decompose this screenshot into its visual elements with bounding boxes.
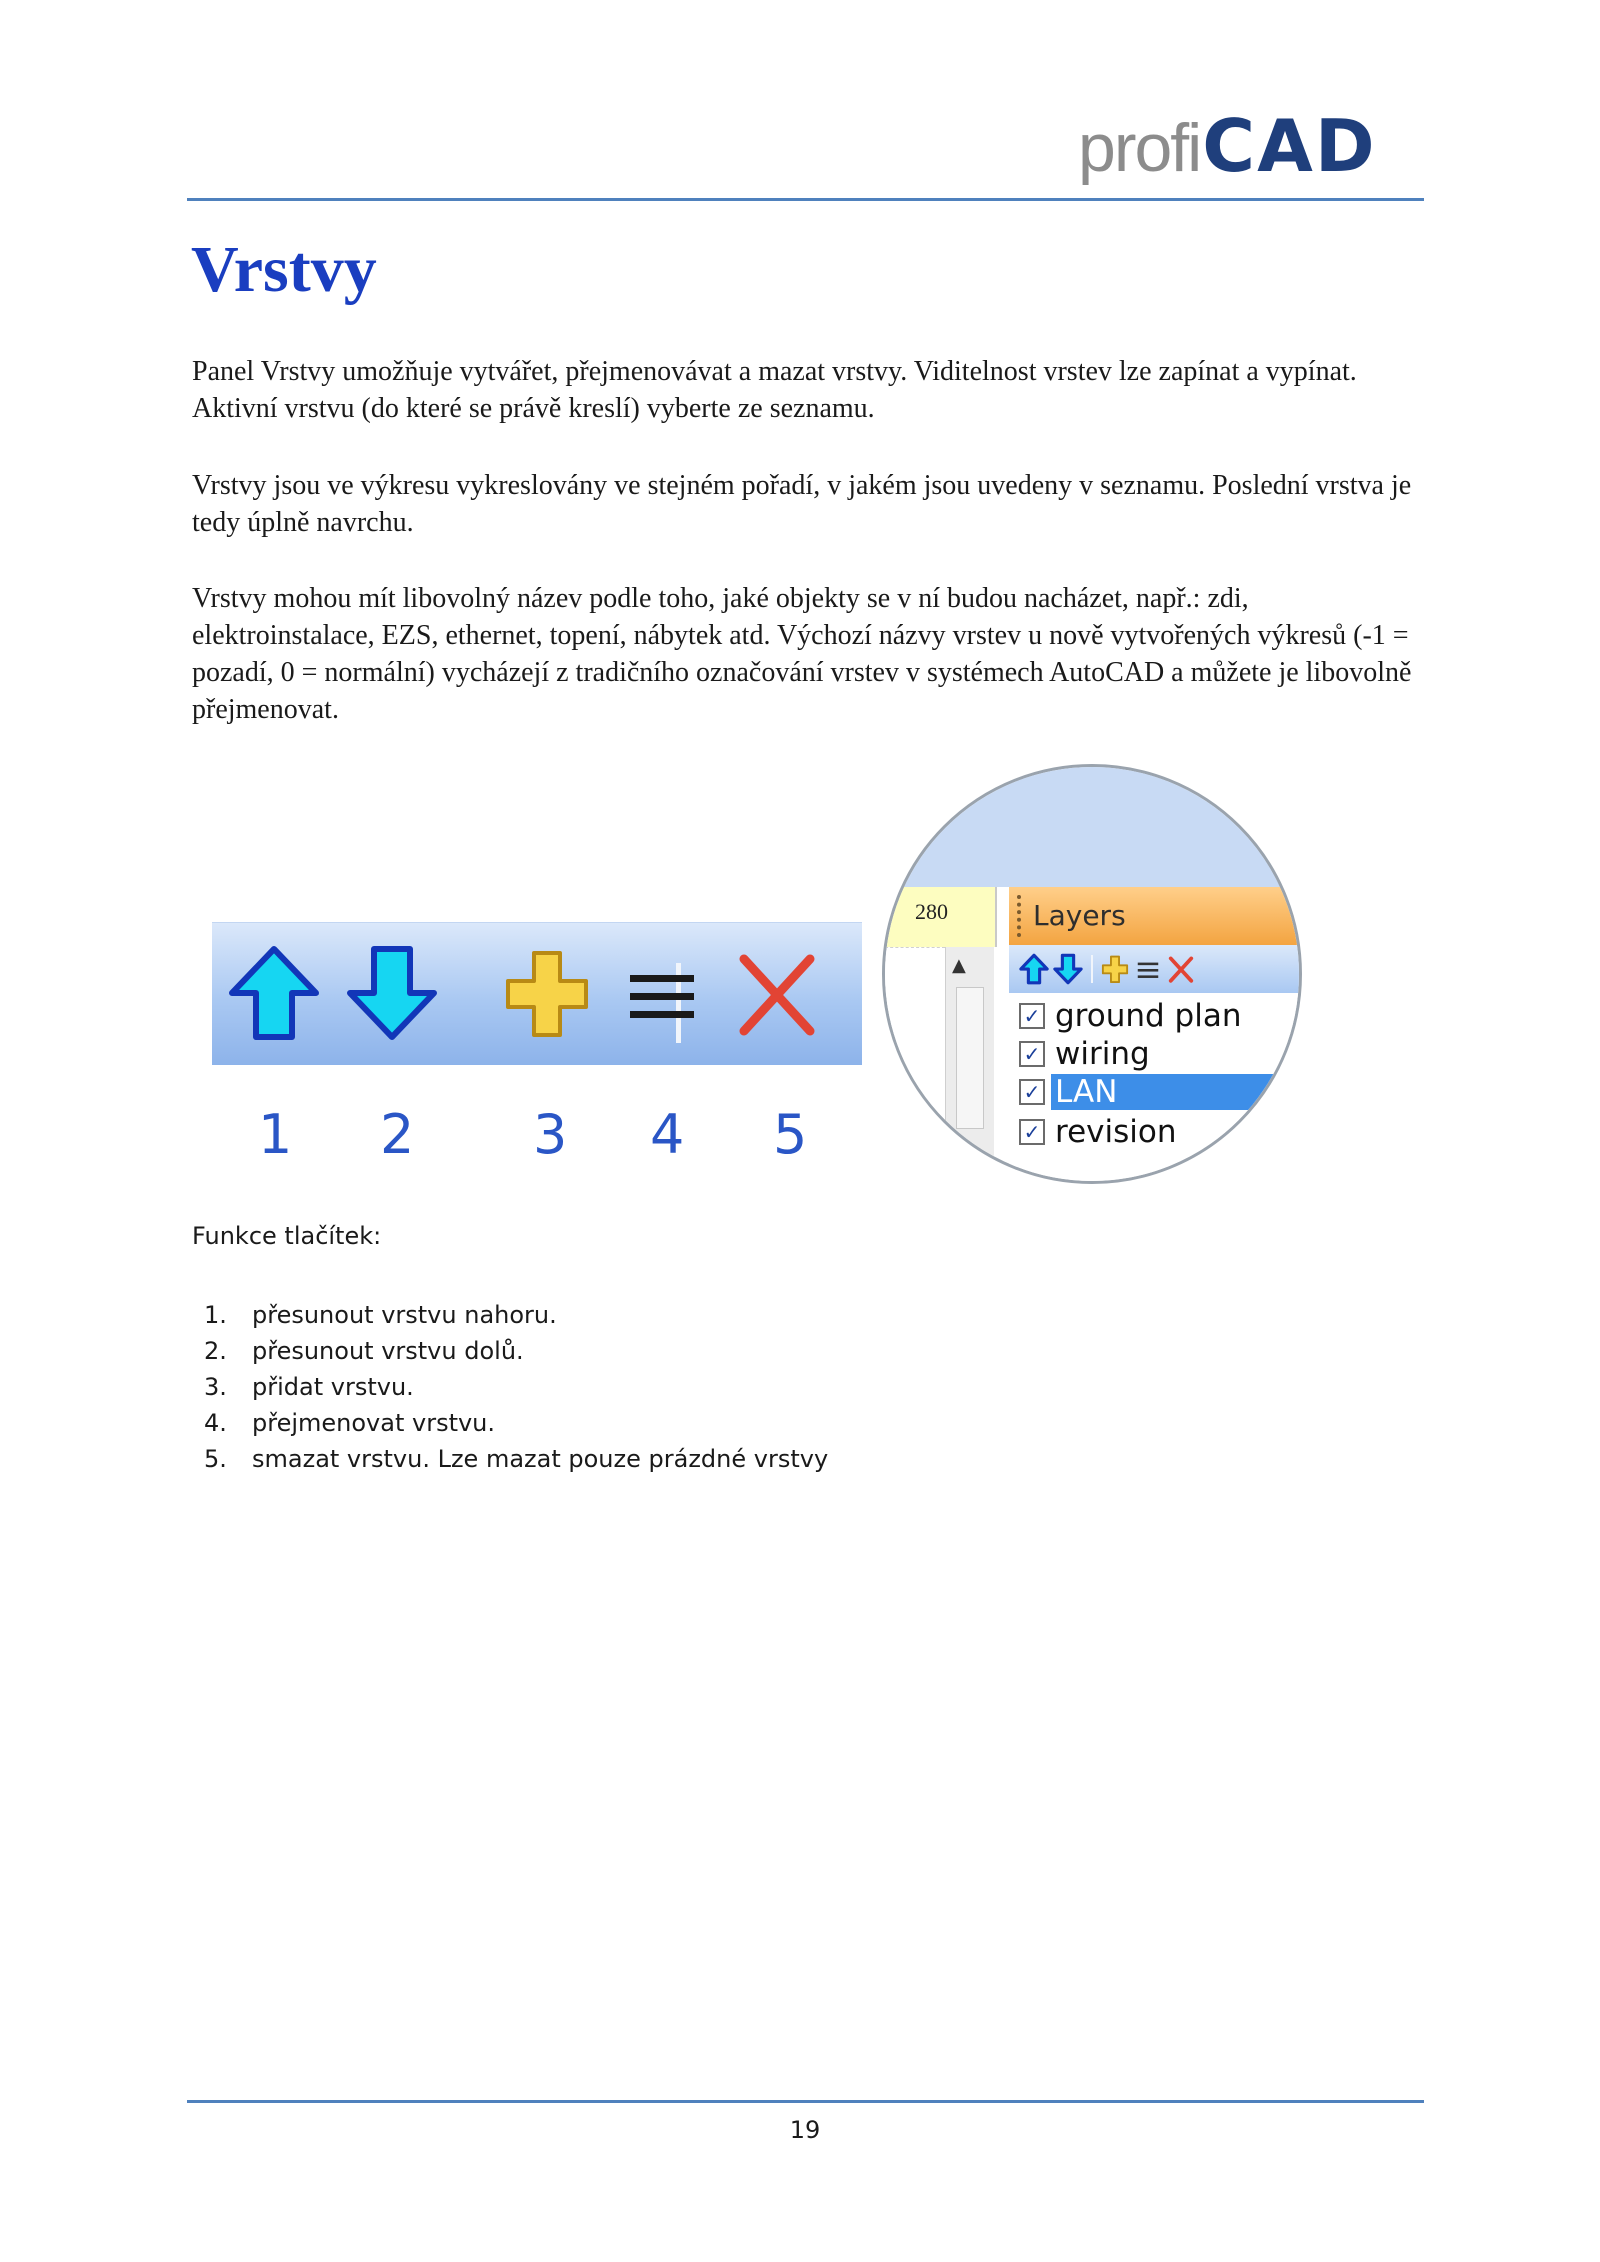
page-title: Vrstvy (191, 233, 377, 306)
layer-name: ground plan (1055, 998, 1242, 1034)
page-number: 19 (789, 2116, 821, 2144)
layer-visibility-checkbox[interactable]: ✓ (1019, 1119, 1045, 1145)
layers-toolbar-figure (212, 922, 862, 1065)
arrow-down-icon (344, 943, 440, 1043)
layers-panel-toolbar (1009, 945, 1302, 993)
proficad-logo (1078, 104, 1377, 188)
list-item-number: 4. (204, 1409, 227, 1437)
layer-item-lan[interactable] (1019, 1073, 1273, 1111)
layer-name: wiring (1055, 1036, 1150, 1072)
arrow-up-icon (226, 943, 322, 1043)
layer-name: revision (1055, 1114, 1177, 1150)
footer-rule (187, 2100, 1424, 2103)
scroll-up-icon[interactable]: ▲ (952, 955, 966, 976)
layer-item-ground-plan[interactable] (1019, 997, 1245, 1035)
panel-toolbar-separator (1091, 955, 1093, 983)
scrollbar-thumb[interactable] (956, 987, 984, 1129)
paragraph-2: Vrstvy jsou ve výkresu vykreslovány ve stejném pořadí, v jakém jsou uvedeny v seznamu. Poslední vrstva je tedy úplně navrchu. (192, 470, 1412, 538)
layer-visibility-checkbox[interactable]: ✓ (1019, 1041, 1045, 1067)
layers-panel-magnifier (882, 764, 1302, 1184)
list-item (204, 1409, 828, 1445)
layer-item-wiring[interactable] (1019, 1035, 1154, 1073)
add-layer-icon[interactable] (1101, 953, 1129, 985)
functions-list (204, 1301, 828, 1481)
toolbar-number-3: 3 (533, 1103, 568, 1166)
panel-grip-icon[interactable] (1017, 895, 1025, 937)
list-item-number: 1. (204, 1301, 227, 1329)
rename-layer-icon[interactable] (1135, 953, 1161, 985)
list-item-number: 3. (204, 1373, 227, 1401)
menu-lines-icon (622, 943, 702, 1043)
list-item (204, 1301, 828, 1337)
list-item-number: 2. (204, 1337, 227, 1365)
logo-text-cad: CAD (1202, 104, 1377, 188)
toolbar-number-1: 1 (258, 1103, 293, 1166)
toolbar-number-2: 2 (380, 1103, 415, 1166)
list-item-text: smazat vrstvu. Lze mazat pouze prázdné vrstvy (252, 1445, 829, 1473)
magnifier-background (885, 767, 1299, 887)
list-item-number: 5. (204, 1445, 227, 1473)
move-up-icon[interactable] (1019, 953, 1049, 985)
toolbar-number-5: 5 (773, 1103, 808, 1166)
functions-caption: Funkce tlačítek: (192, 1222, 382, 1250)
layers-panel-title: Layers (1033, 899, 1126, 932)
paragraph-1: Panel Vrstvy umožňuje vytvářet, přejmenovávat a mazat vrstvy. Viditelnost vrstev lze zapínat a vypínat. Aktivní vrstvu (do které se právě kreslí) vyberte ze seznamu. (192, 356, 1357, 424)
move-down-icon[interactable] (1053, 953, 1083, 985)
list-item-text: přesunout vrstvu dolů. (252, 1337, 524, 1365)
toolbar-number-4: 4 (650, 1103, 685, 1166)
close-x-icon (732, 943, 822, 1043)
delete-layer-icon[interactable] (1167, 953, 1195, 985)
list-item-text: přesunout vrstvu nahoru. (252, 1301, 557, 1329)
layer-item-revision[interactable] (1019, 1113, 1180, 1151)
paragraph-3: Vrstvy mohou mít libovolný název podle toho, jaké objekty se v ní budou nacházet, např.: zdi, elektroinstalace, EZS, ethernet, topení, nábytek atd. Výchozí názvy vrstev u nově vytvořených výkresů (-1 = pozadí, 0 = normální) vycházejí z tradičního označování vrstev v systémech AutoCAD a můžete je libovolně přejmenovat. (192, 583, 1412, 725)
list-item-text: přejmenovat vrstvu. (252, 1409, 496, 1437)
plus-icon (502, 943, 592, 1043)
header-rule (187, 198, 1424, 201)
list-item (204, 1337, 828, 1373)
list-item (204, 1373, 828, 1409)
layer-name: LAN (1051, 1074, 1273, 1110)
ruler (885, 887, 997, 947)
ruler-value: 280 (915, 899, 948, 924)
layer-visibility-checkbox[interactable]: ✓ (1019, 1079, 1045, 1105)
drawing-area (885, 947, 945, 1184)
logo-text-profi: profi (1078, 110, 1201, 186)
layer-visibility-checkbox[interactable]: ✓ (1019, 1003, 1045, 1029)
layers-list (1009, 993, 1302, 1184)
list-item (204, 1445, 828, 1481)
list-item-text: přidat vrstvu. (252, 1373, 414, 1401)
vertical-scrollbar[interactable] (945, 947, 994, 1184)
